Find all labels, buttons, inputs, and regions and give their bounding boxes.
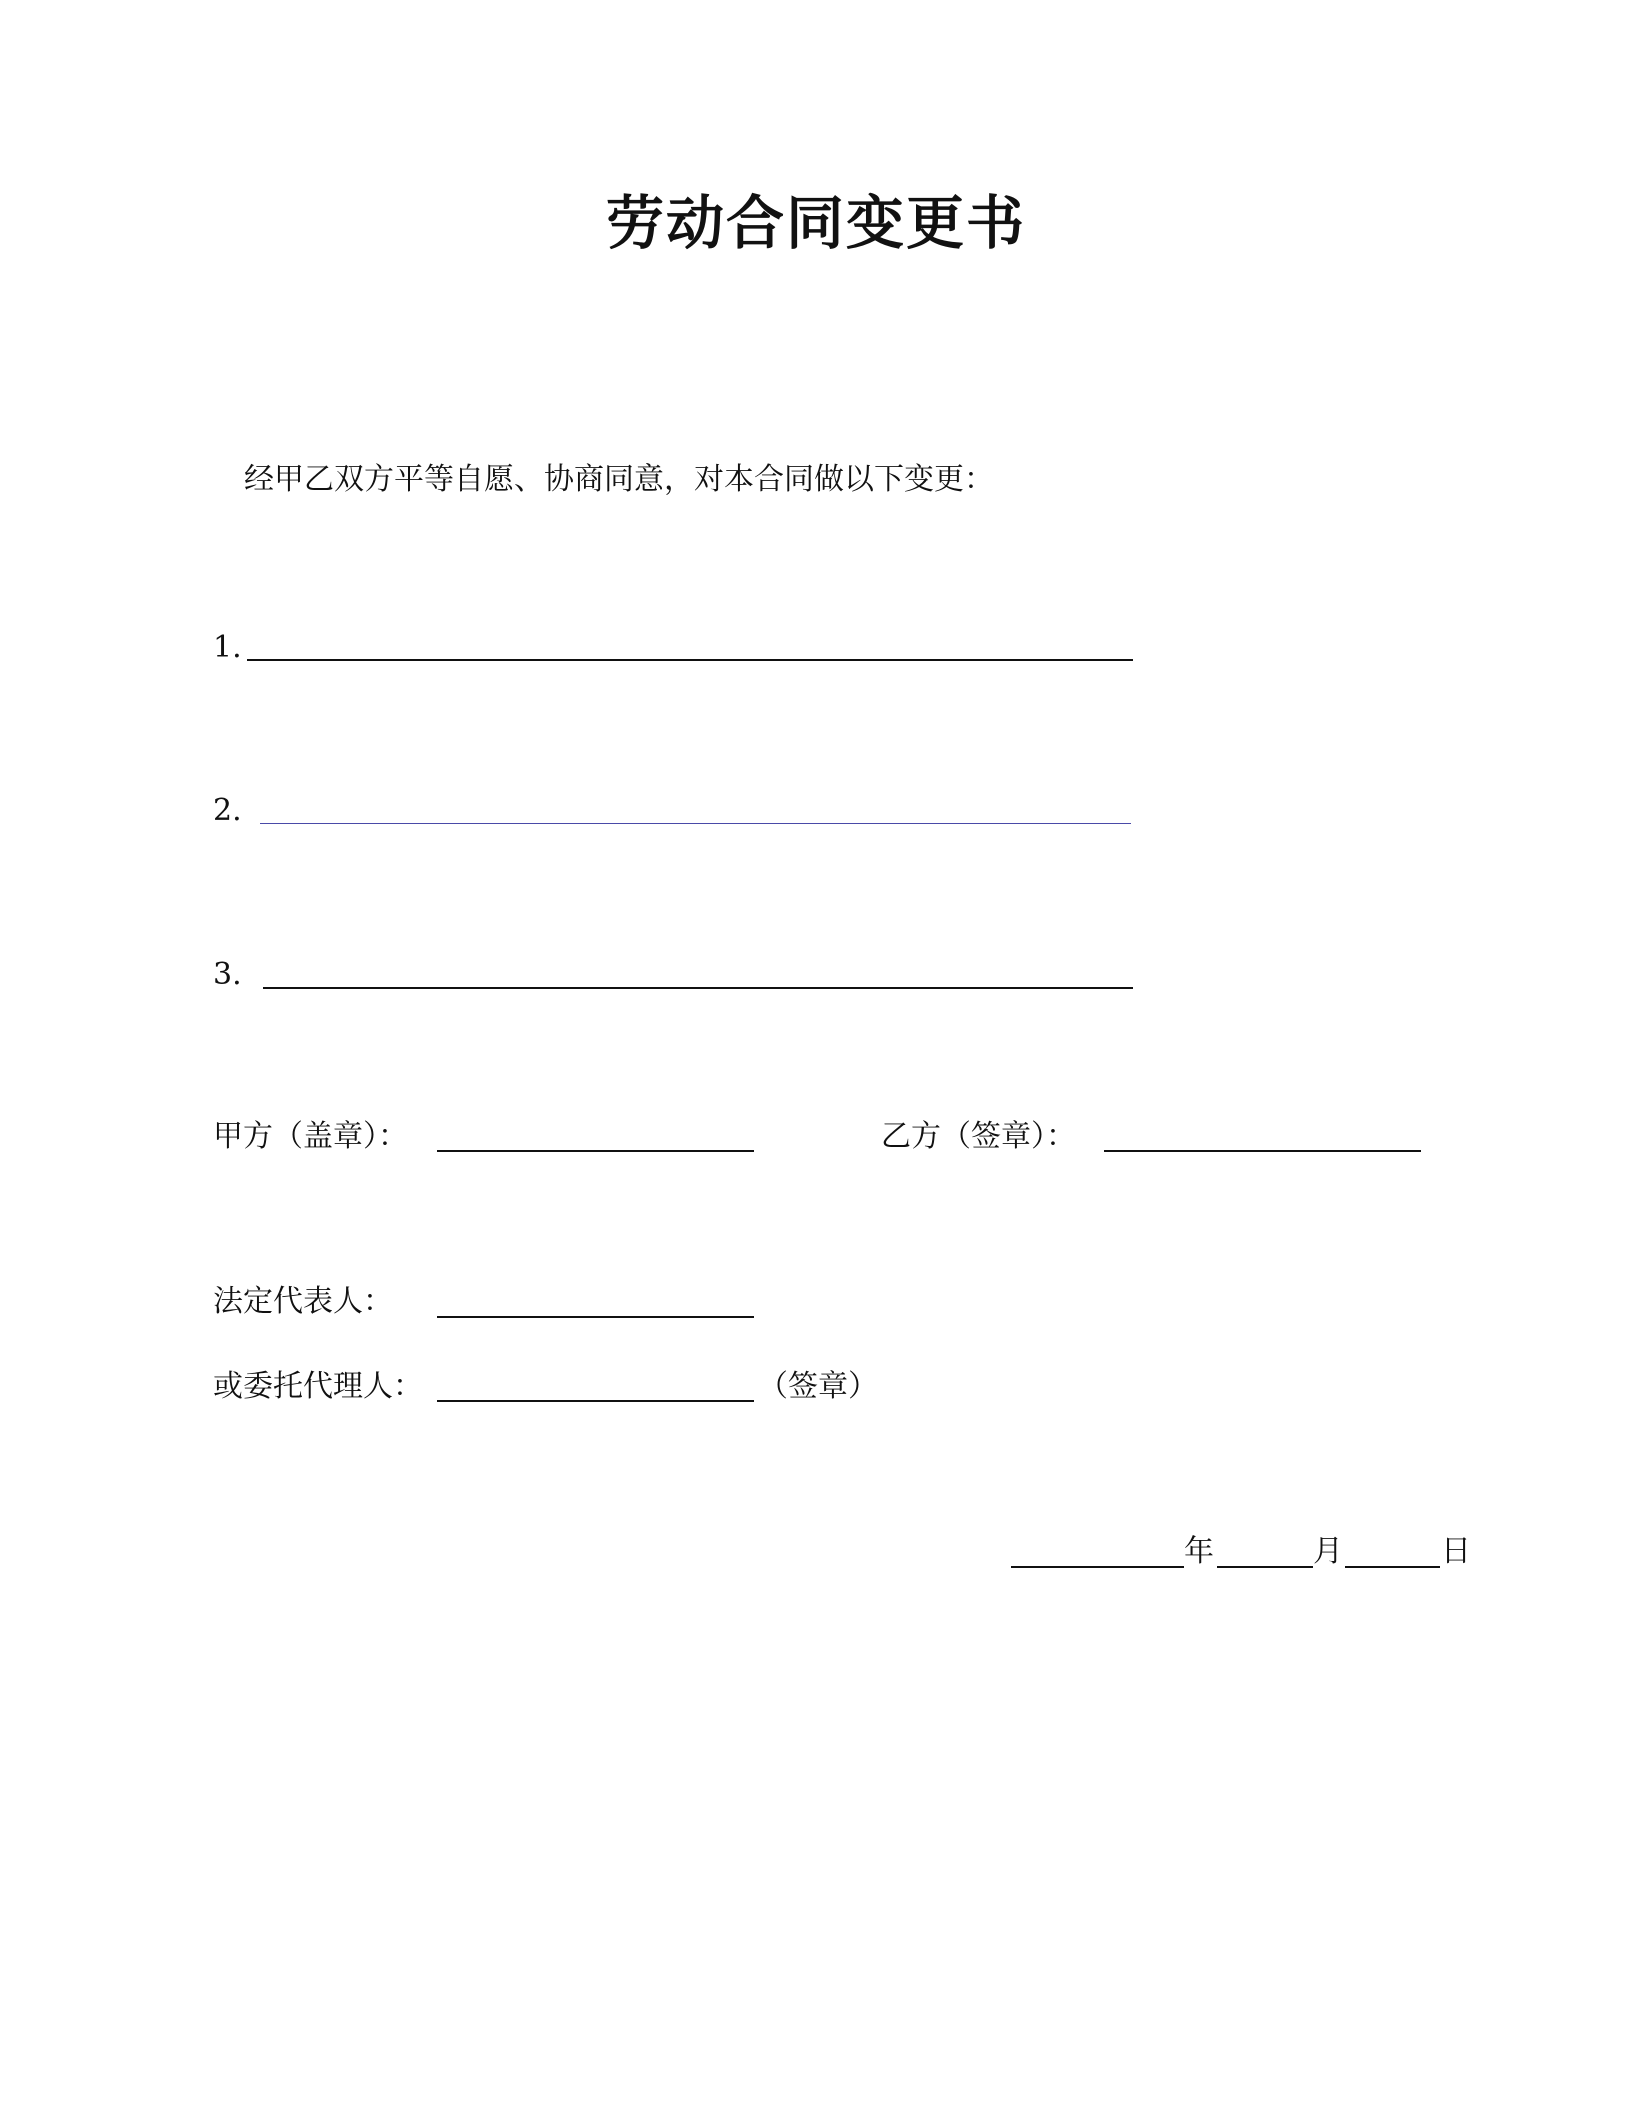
party-b-blank[interactable] <box>1104 1150 1421 1152</box>
party-b-label: 乙方（签章）： <box>881 1119 1076 1154</box>
item-number-3: 3. <box>213 957 242 992</box>
legal-rep-blank[interactable] <box>437 1316 754 1318</box>
date-year-label: 年 <box>1184 1534 1214 1569</box>
item-blank-3[interactable] <box>263 987 1133 989</box>
date-month-blank[interactable] <box>1217 1566 1313 1568</box>
legal-rep-label: 法定代表人： <box>213 1284 393 1319</box>
item-number-1: 1. <box>213 630 242 665</box>
party-a-label: 甲方（盖章）： <box>213 1119 408 1154</box>
item-number-2: 2. <box>213 793 242 828</box>
intro-text: 经甲乙双方平等自愿、协商同意，对本合同做以下变更： <box>244 462 994 497</box>
agent-blank[interactable] <box>437 1400 754 1402</box>
agent-label: 或委托代理人： <box>213 1369 423 1404</box>
date-month-label: 月 <box>1313 1534 1343 1569</box>
party-a-blank[interactable] <box>437 1150 754 1152</box>
date-day-label: 日 <box>1441 1534 1471 1569</box>
page-title: 劳动合同变更书 <box>605 189 1026 257</box>
agent-suffix: （签章） <box>758 1369 878 1404</box>
date-day-blank[interactable] <box>1345 1566 1440 1568</box>
item-blank-1[interactable] <box>247 659 1133 661</box>
date-year-blank[interactable] <box>1011 1566 1184 1568</box>
item-blank-2[interactable] <box>260 823 1131 824</box>
